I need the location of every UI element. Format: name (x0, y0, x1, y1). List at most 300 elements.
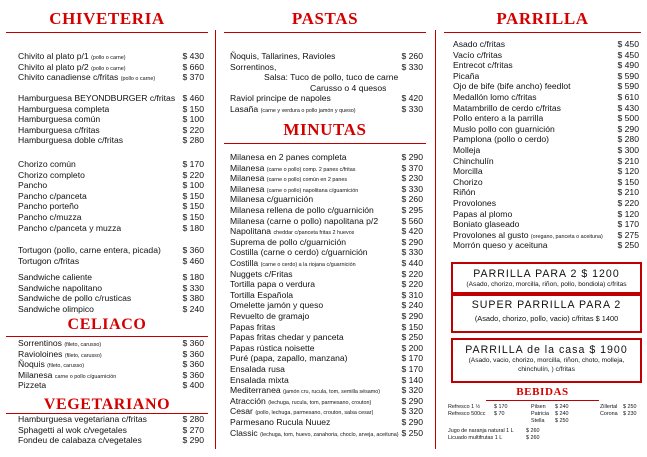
menu-item (453, 60, 639, 71)
item-name: Milanesa (carne o pollo) napolitana c/guarnición (230, 183, 359, 194)
item-detail: (carne o cerdo) a la riojana c/guarnición (260, 262, 356, 268)
item-name: Hamburguesa común (18, 114, 101, 125)
menu-item (230, 343, 423, 354)
drink-name: Refresco 1 ½ (448, 404, 481, 410)
item-price: $ 290 (401, 395, 423, 406)
item-name: Carusso o 4 quesos (310, 82, 387, 93)
menu-item (18, 425, 204, 436)
item-name: Sphagetti al wok c/vegetales (18, 424, 127, 435)
drink-price: $ 240 (555, 404, 569, 410)
item-price: $ 240 (182, 303, 204, 314)
item-name: Fondeu de calabaza c/vegetales (18, 435, 142, 446)
item-name: Vacío c/fritas (453, 49, 503, 60)
item-name: Morrón queso y aceituna (453, 240, 548, 251)
item-price: $ 150 (401, 321, 423, 332)
item-name: Chinchulín (453, 155, 494, 166)
menu-item (230, 258, 423, 269)
menu-item (18, 293, 204, 304)
item-price: $ 330 (401, 247, 423, 258)
item-name: Revuelto de gramajo (230, 311, 310, 321)
menu-item (18, 245, 204, 256)
item-price: $ 440 (401, 258, 423, 268)
menu-item (230, 300, 423, 311)
item-price: $ 100 (182, 114, 204, 125)
item-name: Classic (lechuga, tom, huevo, zanahoria, choclo, arveja, aceituna) (230, 427, 399, 438)
item-name: Sandwiche caliente (18, 272, 93, 282)
item-price: $ 290 (182, 435, 204, 446)
divider (6, 32, 208, 33)
item-detail: (lechuga, tom, huevo, zanahoria, choclo, arveja, aceituna) (260, 431, 399, 438)
item-name: Parmesano Rucula Nuuez (230, 417, 331, 427)
item-price: $ 290 (401, 236, 423, 247)
item-price: $ 250 (617, 240, 639, 251)
item-name: Milanesa rellena de pollo c/guarnición (230, 205, 374, 215)
item-price: $ 295 (401, 205, 423, 215)
item-name: Hamburguesa vegetariana c/fritas (18, 414, 147, 424)
item-price: $ 360 (182, 348, 204, 359)
item-price: $ 370 (182, 72, 204, 83)
item-price: $ 420 (401, 226, 423, 237)
menu-item (18, 304, 204, 315)
menu-item (230, 417, 423, 428)
item-name: Entrecot c/fritas (453, 60, 513, 71)
drink-price: $ 260 (526, 435, 540, 441)
item-detail: cheddar c/panceta fritas 2 huevos (273, 230, 355, 237)
item-price: $ 170 (182, 159, 204, 169)
item-name: Matambrillo de cerdo c/fritas (453, 102, 561, 113)
item-price: $ 610 (617, 92, 639, 102)
item-price: $ 330 (401, 104, 423, 114)
item-price: $ 330 (182, 282, 204, 293)
item-price: $ 210 (617, 155, 639, 166)
item-price: $ 290 (401, 417, 423, 427)
item-name: Sorrentinos, (230, 61, 277, 72)
item-name: Tortilla Española (230, 289, 294, 300)
item-name: Chivito canadiense c/fritas (pollo o carne) (18, 72, 156, 83)
item-name: Boniato glaseado (453, 219, 520, 230)
section-title-vegetariano: VEGETARIANO (43, 396, 171, 413)
item-price: $ 330 (401, 183, 423, 194)
item-name: Ñoquis, Tallarines, Ravioles (230, 51, 336, 61)
item-name: Sandwiche napolitano (18, 282, 103, 293)
menu-item (18, 414, 204, 425)
item-price: $ 460 (182, 255, 204, 266)
drink-price: $ 250 (555, 418, 569, 424)
drink-price: $ 170 (494, 404, 508, 410)
item-name: Provolones (453, 198, 496, 208)
item-price: $ 320 (401, 385, 423, 396)
item-detail: (fileto, carusso) (47, 363, 85, 370)
item-price: $ 150 (182, 190, 204, 201)
menu-item (18, 135, 204, 146)
item-name: Ravioloines (fileto, carusso) (18, 348, 102, 359)
item-price: $ 140 (401, 374, 423, 385)
menu-column-right (438, 0, 647, 457)
item-price: $ 220 (401, 268, 423, 279)
item-name: Milanesa (carne o pollo) comp. 2 panes c/fritas (230, 162, 356, 173)
drink-name: Pilsen (531, 404, 546, 410)
item-name: Papas fritas (230, 321, 276, 332)
menu-item (453, 113, 639, 124)
item-name: Hamburguesa doble c/fritas (18, 135, 124, 146)
column-separator (435, 30, 436, 449)
drink-name: Corona (600, 411, 618, 417)
promo-title: PARRILLA PARA 2 $ 1200 (473, 268, 620, 280)
menu-item (18, 114, 204, 125)
menu-item (230, 62, 423, 73)
item-price: $ 150 (182, 201, 204, 212)
menu-item (18, 283, 204, 294)
menu-item (230, 322, 423, 333)
menu-item (230, 152, 423, 163)
item-price: $ 120 (617, 208, 639, 219)
item-name: Pancho c/muzza (18, 212, 82, 222)
menu-item (18, 62, 204, 73)
item-name: Muslo pollo con guarnición (453, 123, 555, 134)
item-price: $ 150 (182, 212, 204, 222)
drink-price: $ 240 (555, 411, 569, 417)
section-title-pastas: PASTAS (291, 9, 359, 28)
item-name: Asado c/fritas (453, 39, 506, 49)
item-detail: (lechuga, rucula, tom, parmesano, crouton) (268, 399, 372, 406)
menu-item (230, 332, 423, 343)
menu-item (453, 230, 639, 241)
menu-item (453, 156, 639, 167)
divider (6, 336, 208, 337)
item-price: $ 170 (401, 353, 423, 364)
item-detail: (jamón cru, rucula, tom, semilla sésamo) (283, 389, 381, 396)
item-detail: (carne y verdura o pollo jamón y queso) (260, 108, 356, 114)
item-detail: (fileto, carusso) (64, 352, 102, 359)
item-price: $ 220 (401, 279, 423, 290)
promo-super-parrilla (451, 292, 642, 333)
divider (444, 32, 641, 33)
menu-item (18, 51, 204, 62)
item-price: $ 330 (401, 61, 423, 72)
item-name: Pamplona (pollo o cerdo) (453, 134, 550, 145)
item-price: $ 450 (617, 39, 639, 49)
menu-item (230, 216, 423, 227)
item-price: $ 290 (401, 152, 423, 162)
menu-item (230, 396, 423, 407)
menu-item (230, 406, 423, 417)
menu-item (230, 353, 423, 364)
item-detail: (pollo o carne) (120, 76, 156, 83)
item-name: Milanesa carne o pollo c/guarnición (18, 369, 117, 380)
item-name: Chorizo completo (18, 169, 85, 180)
menu-item (18, 223, 204, 234)
item-name: Morcilla (453, 166, 483, 177)
menu-item (18, 159, 204, 170)
menu-item (230, 226, 423, 237)
menu-item (230, 375, 423, 386)
item-name: Pancho c/panceta y muzza (18, 222, 122, 233)
menu-item (18, 191, 204, 202)
menu-item (230, 173, 423, 184)
item-name: Pancho (18, 180, 48, 191)
promo-description: (Asado, vacio, chorizo, morcilla, riñon, choto, molleja, chinchulín, ) c/fritas (468, 357, 625, 373)
item-price: $ 170 (401, 364, 423, 374)
menu-item (18, 104, 204, 115)
item-price: $ 220 (182, 169, 204, 180)
item-name: Hamburguesa c/fritas (18, 124, 100, 135)
menu-item (453, 39, 639, 50)
item-name: Napolitana cheddar c/panceta fritas 2 huevos (230, 226, 355, 237)
menu-item (18, 93, 204, 104)
item-price: $ 370 (401, 162, 423, 173)
menu-item (18, 435, 204, 446)
section-title-minutas: MINUTAS (283, 120, 367, 139)
item-price: $ 240 (401, 300, 423, 311)
menu-item (453, 103, 639, 114)
item-price: $ 400 (182, 380, 204, 391)
item-name: Chivito al plato p/2 (pollo o carne) (18, 61, 126, 72)
item-name: Milanesa (carne o pollo) común en 2 panes (230, 173, 348, 184)
item-name: Riñón (453, 187, 476, 198)
section-title-parrilla: PARRILLA (496, 9, 589, 28)
item-name: Picaña (453, 70, 480, 81)
menu-item (453, 145, 639, 156)
item-name: Milanesa c/guarnición (230, 194, 314, 205)
menu-item (453, 219, 639, 230)
item-price: $ 250 (401, 332, 423, 343)
item-price: $ 220 (182, 124, 204, 135)
item-name: Papas rústica noisette (230, 342, 315, 353)
menu-item (18, 201, 204, 212)
divider (224, 143, 426, 144)
item-price: $ 380 (182, 293, 204, 304)
menu-item (230, 269, 423, 280)
item-name: Raviol principe de napoles (230, 93, 331, 104)
promo-description: (Asado, chorizo, morcilla, riñon, pollo, bondiola) c/fritas (466, 281, 627, 288)
menu-item (453, 92, 639, 103)
item-name: Pancho porteño (18, 201, 79, 212)
item-name: Milanesa en 2 panes completa (230, 152, 347, 162)
column-separator (215, 30, 216, 449)
item-price: $ 260 (401, 51, 423, 61)
item-name: Puré (papa, zapallo, manzana) (230, 353, 348, 364)
menu-item (230, 205, 423, 216)
menu-item (453, 198, 639, 209)
item-price: $ 420 (401, 93, 423, 104)
item-price: $ 260 (401, 194, 423, 205)
menu-item (453, 187, 639, 198)
item-price: $ 430 (182, 51, 204, 61)
item-detail: (carne o pollo) comp. 2 panes c/fritas (266, 166, 356, 173)
item-name: Costilla (carne o cerdo) c/guarnición (230, 247, 368, 258)
item-name: Sorrentinos (fileto, carusso) (18, 338, 102, 348)
menu-item (230, 51, 423, 62)
menu-item (453, 81, 639, 92)
item-name: Hamburguesa BEYONDBURGER c/fritas (18, 93, 176, 103)
item-name: Milanesa (carne o pollo) napolitana p/2 (230, 215, 379, 226)
menu-item (230, 385, 423, 396)
menu-item (230, 163, 423, 174)
promo-description: (Asado, chorizo, pollo, vacio) c/fritas $ 1400 (474, 314, 619, 323)
menu-item (230, 247, 423, 258)
item-name: Pollo entero a la parrilla (453, 113, 544, 124)
drink-name: Licuado multifrutas 1 L (448, 435, 503, 441)
divider (486, 400, 599, 401)
promo-parrilla-de-la-casa (451, 338, 642, 383)
menu-item (18, 370, 204, 381)
item-price: $ 280 (182, 135, 204, 146)
menu-item (230, 93, 423, 104)
item-name: Tortugon (pollo, carne entera, picada) (18, 245, 161, 255)
item-name: Tortilla papa o verdura (230, 279, 316, 290)
promo-title: SUPER PARRILLA PARA 2 (471, 299, 622, 311)
item-detail: (oregano, panceta o aceituna) (530, 233, 603, 240)
item-price: $ 220 (617, 198, 639, 208)
item-price: $ 210 (617, 187, 639, 198)
menu-item (18, 72, 204, 83)
item-price: $ 290 (617, 123, 639, 134)
menu-item (230, 364, 423, 375)
item-price: $ 270 (182, 424, 204, 435)
menu-column-center (218, 0, 432, 457)
item-detail: (carne o pollo) común en 2 panes (266, 177, 348, 184)
item-name: Papas fritas chedar y panceta (230, 332, 344, 343)
drink-price: $ 260 (526, 428, 540, 434)
menu-item (230, 279, 423, 290)
item-name: Salsa: Tuco de pollo, tuco de carne (264, 72, 399, 83)
item-name: Hamburguesa completa (18, 103, 110, 114)
drink-name: Stella (531, 418, 545, 424)
menu-item (18, 125, 204, 136)
item-price: $ 250 (401, 427, 423, 438)
item-price: $ 180 (182, 222, 204, 233)
item-name: Chivito al plato p/1 (pollo o carne) (18, 51, 126, 61)
menu-item (453, 50, 639, 61)
menu-item (18, 272, 204, 283)
item-price: $ 170 (617, 219, 639, 230)
menu-item (453, 71, 639, 82)
item-name: Nuggets c/Fritas (230, 268, 293, 279)
item-name: Cesar (pollo, lechuga, parmesano, crouton, salsa cesar) (230, 406, 374, 417)
item-name: Ensalada rusa (230, 364, 285, 374)
item-price: $ 560 (401, 215, 423, 226)
item-name: Pancho c/panceta (18, 190, 87, 201)
item-price: $ 150 (617, 176, 639, 187)
drink-price: $ 70 (494, 411, 505, 417)
item-name: Medallón lomo c/fritas (453, 92, 537, 102)
item-price: $ 300 (617, 145, 639, 155)
item-price: $ 280 (617, 134, 639, 145)
item-name: Provolones al gusto (oregano, panceta o aceituna) (453, 229, 603, 240)
section-title-chiveteria: CHIVETERIA (49, 9, 165, 28)
menu-item (18, 212, 204, 223)
item-detail: (fileto, carusso) (64, 342, 102, 348)
divider (224, 32, 426, 33)
item-name: Chorizo común (18, 159, 76, 169)
menu-item (453, 134, 639, 145)
item-price: $ 275 (617, 229, 639, 240)
item-price: $ 590 (617, 70, 639, 81)
item-name: Papas al plomo (453, 208, 513, 219)
item-name: Suprema de pollo c/guarnición (230, 236, 347, 247)
item-name: Ñoquis (fileto, carusso) (18, 359, 85, 370)
item-price: $ 180 (182, 272, 204, 282)
menu-item (230, 237, 423, 248)
item-name: Ojo de bife (bife ancho) feedlot (453, 81, 571, 92)
item-price: $ 360 (182, 359, 204, 370)
promo-parrilla-para-2 (451, 262, 642, 296)
menu-item (264, 72, 423, 83)
menu-item (453, 124, 639, 135)
item-price: $ 450 (617, 49, 639, 60)
item-name: Mediterranea (jamón cru, rucula, tom, semilla sésamo) (230, 385, 381, 396)
item-name: Molleja (453, 145, 481, 155)
section-title-celiaco: CELIACO (67, 316, 147, 333)
item-price: $ 150 (182, 103, 204, 114)
menu-item (18, 380, 204, 391)
item-price: $ 500 (617, 113, 639, 124)
menu-item (310, 83, 423, 94)
menu-item (18, 349, 204, 360)
drink-price: $ 230 (623, 411, 637, 417)
menu-item (230, 311, 423, 322)
item-detail: (pollo o carne) (91, 55, 126, 61)
item-name: Costilla (carne o cerdo) a la riojana c/guarnición (230, 258, 356, 268)
item-name: Omelette jamón y queso (230, 300, 324, 311)
menu-item (453, 209, 639, 220)
menu-item (230, 290, 423, 301)
drink-name: Jugo de naranja natural 1 L (448, 428, 514, 434)
menu-column-left (0, 0, 214, 457)
item-name: Chorizo (453, 176, 483, 187)
item-price: $ 230 (401, 173, 423, 184)
item-name: Atracción (lechuga, rucula, tom, parmesano, crouton) (230, 395, 372, 406)
menu-item (453, 240, 639, 251)
item-price: $ 100 (182, 180, 204, 191)
item-price: $ 660 (182, 61, 204, 72)
promo-title: PARRILLA de la casa $ 1900 (465, 344, 628, 356)
item-price: $ 320 (401, 406, 423, 417)
item-price: $ 490 (617, 60, 639, 71)
menu-item (230, 184, 423, 195)
item-price: $ 430 (617, 102, 639, 113)
menu-item (18, 180, 204, 191)
menu-item (230, 428, 423, 439)
menu-item (18, 359, 204, 370)
menu-item (18, 338, 204, 349)
item-detail: carne o pollo c/guarnición (54, 373, 117, 380)
item-name: Lasaña (carne y verdura o pollo jamón y queso) (230, 104, 356, 114)
item-price: $ 290 (401, 311, 423, 321)
menu-item (18, 256, 204, 267)
item-price: $ 360 (182, 245, 204, 255)
menu-item (230, 194, 423, 205)
item-name: Sandwiche de pollo c/rusticas (18, 293, 132, 304)
menu-item (453, 177, 639, 188)
item-price: $ 360 (182, 369, 204, 380)
item-name: Sandwiche olimpico (18, 303, 94, 314)
item-price: $ 120 (617, 166, 639, 177)
item-price: $ 360 (182, 338, 204, 348)
drink-name: Patricia (531, 411, 549, 417)
drink-name: Refresco 500cc (448, 411, 486, 417)
item-price: $ 310 (401, 289, 423, 300)
menu-item (18, 170, 204, 181)
item-name: Ensalada mixta (230, 374, 289, 385)
item-price: $ 280 (182, 414, 204, 424)
menu-item (230, 104, 423, 115)
item-detail: (pollo o carne) (91, 65, 126, 72)
section-title-bebidas: BEBIDAS (516, 386, 569, 398)
menu-item (453, 166, 639, 177)
item-detail: (pollo, lechuga, parmesano, crouton, salsa cesar) (255, 410, 374, 417)
drink-price: $ 250 (623, 404, 637, 410)
